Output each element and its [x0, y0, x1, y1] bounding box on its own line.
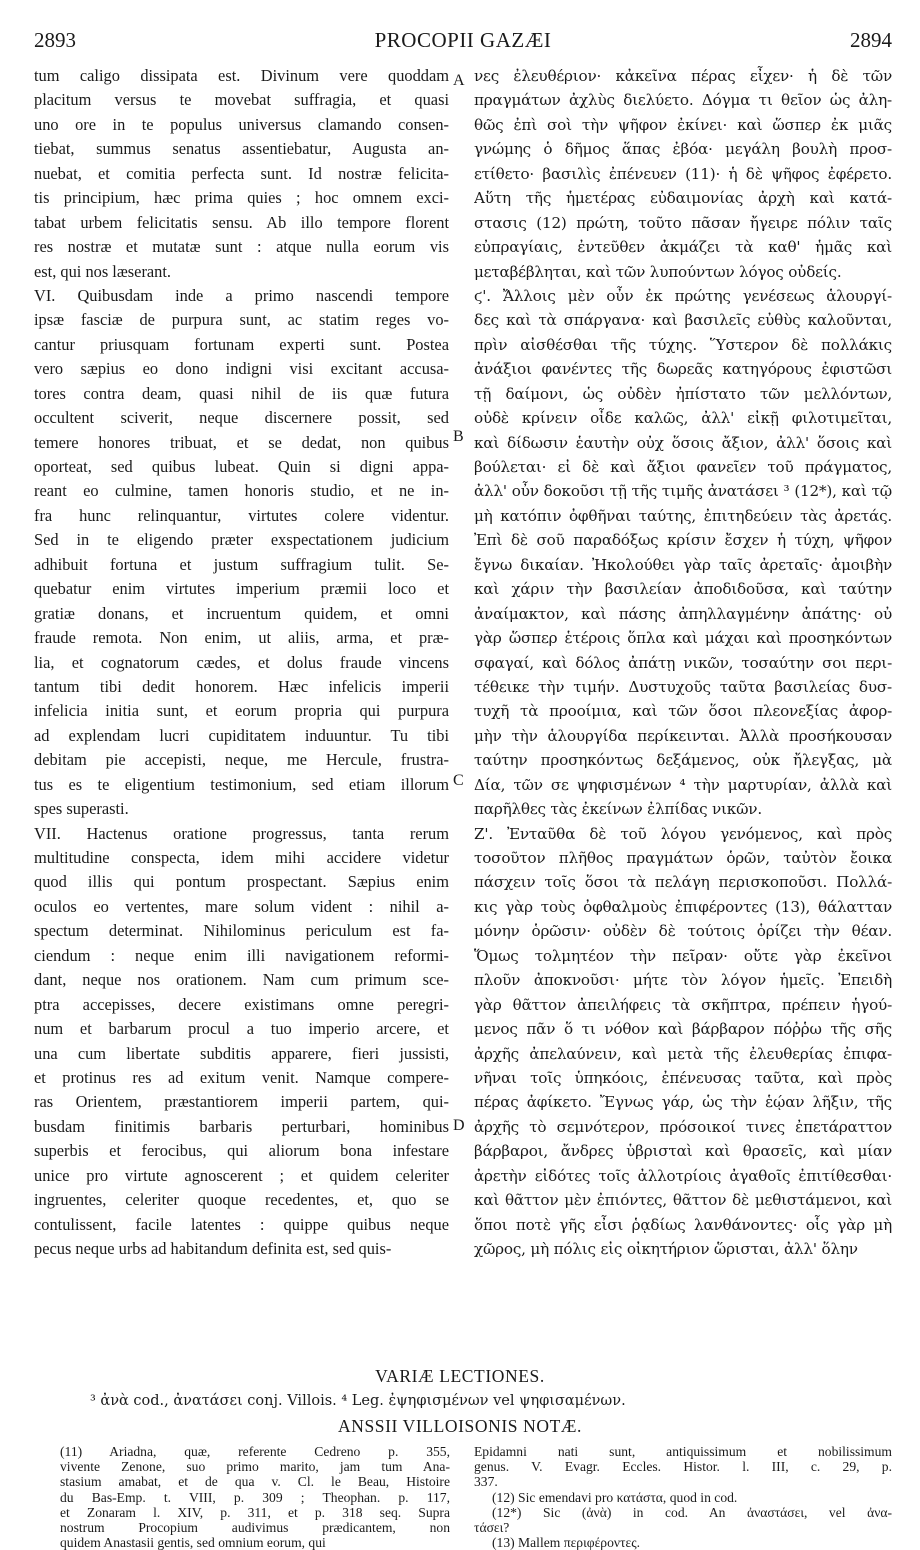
greek-text-line: καὶ θᾶττον μὲν ἐπιόντες, θᾶττον δὲ μεθιστάμενοι, καὶ [474, 1191, 892, 1210]
note-line: (12) Sic emendavi pro κατάστα, quod in cod. [492, 1489, 738, 1505]
latin-text-line: ad explendam lucri cupiditatem induuntur. Tu tibi [34, 725, 449, 745]
greek-text-line: χῶρος, μὴ πόλις εἰς οἰκητήριον ὥρισται, ἀλλ' ὅλην [474, 1240, 858, 1258]
latin-text-line: debitam pie accepisti, neque, me Hercule, frustra- [34, 750, 449, 770]
latin-text-line: unice pro virtute agnoscerent ; et quidem celeriter [34, 1165, 449, 1185]
latin-text-line: cantur priusquam fortunam experti sunt. Postea [34, 334, 449, 354]
greek-text-line: ἀναίμακτον, καὶ πάσης ἀπηλλαγμένην ἀπάτης· οὐ [474, 604, 892, 623]
latin-text-line: fra hunc relinquantur, virtutes colere videntur. [34, 505, 449, 525]
greek-column [474, 64, 892, 1261]
greek-text-line: μενος πᾶν ὅ τι νόθον καὶ βάρβαρον πόῤῥω τῆς σῆς [474, 1020, 892, 1039]
greek-text-line: γνώμης ὁ δῆμος ἅπας ἐβόα· μεγάλη βουλὴ προσ- [474, 140, 892, 159]
margin-letter-a: A [453, 72, 465, 89]
greek-text-line: Ζ'. Ἐνταῦθα δὲ τοῦ λόγου γενόμενος, καὶ πρὸς [474, 824, 892, 843]
latin-text-line: multitudine conspecta, idem mihi accidere videtur [34, 848, 449, 867]
greek-text-line: ἀρετὴν εἰδότες τοῖς ἀλλοτρίοις ἀγαθοῖς ἐπιτίθεσθαι· [474, 1166, 892, 1185]
notes-left-column [60, 1444, 450, 1550]
latin-text-line: tabat urbem felicitatis sensu. Ab illo tempore florent [34, 212, 449, 232]
latin-text-line: Sed in te eligendo præter exspectationem judicium [34, 530, 449, 550]
latin-text-line: oporteat, sed quibus lubeat. Quin si digni appa- [34, 457, 449, 476]
greek-text-line: τέθεικε τὴν τιμήν. Δυστυχοῦς ταῦτα βασιλείας δυσ- [474, 677, 892, 696]
latin-text-line: est, qui nos læserant. [34, 261, 172, 281]
latin-text-line: una cum libertate subditis apparere, fieri jussisti, [34, 1043, 449, 1063]
note-line: quidem Anastasii gentis, sed omnium eorum, qui [60, 1535, 326, 1550]
note-line: (13) Mallem περιφέροντες. [492, 1535, 640, 1550]
variae-lectiones-title: VARIÆ LECTIONES. [375, 1366, 545, 1386]
latin-text-line: reant eo culmine, tamen honoris studio, et ne in- [34, 481, 449, 501]
greek-text-line: ὅποι ποτὲ γῆς εἶσι ῥᾳδίως λανθάνοντες· οἷς γὰρ μὴ [474, 1215, 892, 1234]
latin-text-line: tus es te eligentium testimonium, sed etiam illorum [34, 774, 449, 794]
greek-text-line: ϛ'. Ἄλλοις μὲν οὖν ἐκ πρώτης γενέσεως ἁλουργί- [474, 286, 892, 305]
greek-text-line: μὴ κατόπιν ὀφθῆναι ταύτης, ἐπιτηδεύειν τὰς ἀρετάς. [474, 506, 892, 525]
greek-text-line: μεταβέβληται, καὶ τῶν λυπούντων λόγος οὐδείς. [474, 262, 842, 281]
notes-right-column [474, 1444, 892, 1550]
variae-lectiones-text: ³ ἀνὰ cod., ἀνατάσει conj. Villois. ⁴ Leg. ἐψηφισμένων vel ψηφισαμένων. [90, 1393, 626, 1409]
latin-text-line: pecus neque urbs ad habitandum definita est, sed quis- [34, 1239, 392, 1258]
note-line: et Zonaram l. XIV, p. 311, et p. 318 seq. Supra [60, 1504, 450, 1520]
greek-text-line: καὶ δίδωσιν ἑαυτὴν οὐχ ὅσοις ἄξιον, ἀλλ' ὅσοις καὶ [474, 433, 892, 452]
latin-text-line: adhibuit fortuna et justum suffragium tulit. Se- [34, 554, 449, 574]
greek-text-line: σφαγαί, καὶ δόλος ἀπάτῃ νικῶν, τοσαύτην σοι περι- [474, 653, 892, 672]
latin-text-line: occultent sciverit, neque discernere possit, sed [34, 408, 449, 428]
margin-letter-c: C [453, 772, 464, 789]
page-number-left: 2893 [34, 28, 76, 52]
latin-text-line: temere honores tribuat, et se dedat, non quibus [34, 432, 449, 452]
latin-text-line: uno ore in te populus universus clamando consen- [34, 114, 449, 134]
latin-text-line: quod illis qui pontum prospectant. Sæpius enim [34, 872, 449, 892]
latin-text-line: oculos eo vertentes, mare solum vident : nihil a- [34, 896, 449, 916]
latin-column [34, 64, 449, 1261]
greek-text-line: τῇ δαίμονι, ὡς οὐδὲν ἠπίστατο τῶν μελλόντων, [474, 384, 892, 403]
latin-text-line: et protinus res ad exitum venit. Namque compere- [34, 1067, 449, 1087]
latin-text-line: VII. Hactenus oratione progressus, tanta rerum [34, 823, 449, 843]
latin-text-line: spes superasti. [34, 799, 129, 819]
latin-text-line: infelicia initia sunt, et eorum propria qui purpura [34, 701, 449, 721]
greek-text-line: ἀρχῆς τὸ σεμνότερον, πρόσοικοί τινες ἐπετάραττον [474, 1117, 892, 1136]
latin-text-line: gratiæ donans, et incruentum quidem, et omni [34, 603, 449, 623]
latin-text-line: tores contra deam, quasi nihil de iis quæ futura [34, 383, 449, 403]
greek-text-line: ταύτην προσηκόντως δεξάμενος, οὐκ ἤλεγξας, μὰ [474, 751, 892, 770]
greek-text-line: νῆναι τοῖς ὑπηκόοις, ἐπένευσας ταῦτα, καὶ πρὸς [474, 1068, 892, 1087]
latin-text-line: busdam finitimis barbaris perturbari, hominibus [34, 1116, 449, 1136]
greek-text-line: ἀνάξιοι φανέντες τῆς δωρεᾶς κατηγόρους ἐφιστῶσι [474, 360, 892, 379]
latin-text-line: spectum determinat. Nihilominus periculum est fa- [34, 921, 449, 941]
greek-text-line: τυχῆ τὰ προοίμια, καὶ τῶν ὅσοι πλεονεξίας ἀφορ- [474, 702, 892, 721]
latin-text-line: num et barbarum procul a tuo imperio arcere, et [34, 1019, 449, 1039]
greek-text-line: παρῆλθες τὰς ἐκείνων ἐλπίδας νικῶν. [474, 800, 762, 819]
greek-text-line: ἀρχῆς ἀπελαύνειν, καὶ μετὰ τῆς ἐλευθερίας ἐπιφα- [474, 1044, 892, 1063]
margin-letter-d: D [453, 1117, 465, 1134]
latin-text-line: tum caligo dissipata est. Divinum vere quoddam [34, 66, 449, 85]
note-line: 337. [474, 1474, 498, 1490]
latin-text-line: ingruentes, celeriter quoque recedentes, et, quo se [34, 1190, 449, 1210]
greek-text-line: καὶ χάριν τὴν βασιλείαν ἀποδιδοῦσα, καὶ ταύτην [474, 580, 892, 599]
latin-text-line: quebatur enim virtutes imperium præmii loco et [34, 579, 449, 599]
greek-text-line: νες ἐλευθέριον· κἀκεῖνα πέρας εἶχεν· ἡ δὲ τῶν [474, 67, 892, 85]
note-line: (12*) Sic (ἀνὰ) in cod. An ἀναστάσει, vel ἀνα- [492, 1504, 892, 1520]
greek-text-line: κις γὰρ τοὺς ὀφθαλμοὺς ἐπιφέροντες (13), θάλατταν [474, 897, 892, 916]
greek-text-line: ἔγνω δικαίαν. Ἠκολούθει γὰρ ταῖς ἀρεταῖς· ἀμοιβὴν [474, 555, 892, 574]
greek-text-line: βούλεται· εἰ δὲ καὶ ἄξιοι φανεῖεν τοῦ πράγματος, [474, 458, 892, 476]
greek-text-line: γὰρ ὥσπερ ἑτέροις ὅπλα καὶ μάχαι καὶ προσηκόντων [474, 629, 892, 648]
greek-text-line: Ὅμως τολμητέον τὴν πεῖραν· οὔτε γὰρ ἐκεῖνοι [474, 946, 892, 965]
latin-text-line: VI. Quibusdam inde a primo nascendi tempore [34, 285, 449, 305]
greek-text-line: Ἐπὶ δὲ σοῦ παραδόξως κρίσιν ἔσχεν ἡ τύχη, ψῆφον [474, 531, 892, 550]
latin-text-line: fraude remota. Non enim, ut aliis, arma, et præ- [34, 628, 449, 648]
greek-text-line: τοσοῦτον πλῆθος πραγμάτων ὁρῶν, ταὐτὸν ἔοικα [474, 849, 892, 867]
note-line: τάσει? [474, 1519, 510, 1535]
note-line: (11) Ariadna, quæ, referente Cedreno p. 355, [60, 1444, 450, 1459]
latin-text-line: nuebat, et comitia perfecta sunt. Id nostræ felicita- [34, 163, 449, 183]
latin-text-line: dant, neque nos orationem. Nam cum primum sce- [34, 970, 449, 990]
margin-letter-b: B [453, 428, 464, 445]
latin-text-line: tantum tibi dedit honorem. Hæc infelicis imperii [34, 676, 449, 696]
greek-text-line: μὴν τὴν ἁλουργίδα περίκεινται. Ἀλλὰ προσήκουσαν [474, 726, 892, 745]
note-line: vivente Zenone, suo primo marito, jam tum Ana- [60, 1459, 450, 1475]
greek-text-line: ετίθετο· βασιλὶς ἐπένευεν (11)· ἡ δὲ ψῆφος ἐφέρετο. [474, 164, 892, 183]
greek-text-line: γὰρ θᾶττον ἀπειλήφεις τὰ σκῆπτρα, πρέπειν ἡγού- [474, 995, 892, 1014]
greek-text-line: οὐδὲ κρίνειν οἶδε καλῶς, ἀλλ' εἰκῇ φιλοτιμεῖται, [474, 409, 892, 428]
latin-text-line: ipsæ fasciæ de purpura sunt, ac statim reges vo- [34, 310, 449, 330]
note-line: du Bas-Emp. t. VIII, p. 309 ; Theophan. p. 117, [60, 1489, 450, 1505]
latin-text-line: vero sæpius eo dono indigni visi excitant accusa- [34, 359, 449, 379]
greek-text-line: πραγμάτων ἀχλὺς διελύετο. Δόγμα τι θεῖον ὡς ἀλη- [474, 91, 892, 110]
latin-text-line: superbis et ferocibus, qui aliorum bona infestare [34, 1141, 449, 1161]
greek-text-line: Αὕτη τῆς ἡμετέρας εὐδαιμονίας ἀρχὴ καὶ κατά- [474, 189, 892, 208]
note-line: Epidamni nati sunt, antiquissimum et nobilissimum [474, 1444, 892, 1459]
latin-text-line: tis principium, hæc prima quies ; hoc omnem exci- [34, 188, 449, 208]
greek-text-line: πρὶν αἰσθέσθαι τῆς τύχης. Ὕστερον δὲ πολλάκις [474, 335, 892, 354]
note-line: stasium amabat, et de qua v. Cl. le Beau, Histoire [60, 1474, 450, 1490]
latin-text-line: res nostræ et mutatæ sunt : atque nulla eorum vis [34, 237, 449, 257]
latin-text-line: placitum versus te movebat suffragia, et quasi [34, 90, 449, 110]
latin-text-line: lia, et cognatorum cædes, et dolus fraude vincens [34, 652, 449, 672]
greek-text-line: βάρβαροι, ἄνδρες ὑβρισταὶ καὶ θρασεῖς, καὶ μίαν [474, 1142, 892, 1161]
latin-text-line: ptra accepisses, decere existimans omne peregri- [34, 994, 449, 1014]
greek-text-line: Δία, τῶν σε ψηφισμένων ⁴ τὴν μαρτυρίαν, ἀλλὰ καὶ [474, 775, 892, 794]
greek-text-line: μόνην ὁρῶσιν· οὐδὲν δὲ τούτοις ὁρίζει τὴν θέαν. [474, 922, 892, 941]
note-line: nostrum Procopium audivimus prædicantem, non [60, 1519, 450, 1535]
latin-text-line: ciendum : neque enim illi navigationem reformi- [34, 945, 449, 965]
running-title: PROCOPII GAZÆI [374, 28, 552, 52]
greek-text-line: πέρας ἀφίκετο. Ἔγνως γάρ, ὡς τὴν ἑῴαν λῆξιν, τῆς [474, 1093, 892, 1112]
page-number-right: 2894 [850, 28, 892, 52]
notae-title: ANSSII VILLOISONIS NOTÆ. [337, 1416, 582, 1436]
greek-text-line: πλοῦν ἀποκνοῦσι· μήτε τὸν λόγον ἡμεῖς. Ἐπειδὴ [474, 971, 892, 990]
greek-text-line: δες καὶ τὰ σπάργανα· καὶ βασιλεῖς εὐθὺς καλοῦνται, [474, 311, 892, 330]
latin-text-line: contulissent, facile latentes : quippe quibus neque [34, 1214, 449, 1234]
greek-text-line: εὐπραγίαις, ἐντεῦθεν ἀκμάζει τὰ καθ' ἡμᾶς καὶ [474, 238, 892, 257]
greek-text-line: ἀλλ' οὖν δοκοῦσι τῇ τῆς τιμῆς ἀνατάσει ³ (12*), καὶ τῷ [474, 482, 892, 501]
running-header [34, 28, 892, 58]
greek-text-line: πάσχειν τοῖς ὅσοι τὰ πελάγη περισκοποῦσι. Πολλά- [474, 873, 892, 892]
latin-text-line: tiebat, summus senatus assentiebatur, Augusta an- [34, 139, 449, 159]
greek-text-line: στασις (12) πρώτη, τοῦτο πᾶσαν ἤγειρε πόλιν ταῖς [474, 213, 892, 232]
latin-text-line: ras Orientem, præstantiorem imperii partem, qui- [34, 1092, 449, 1112]
greek-text-line: θῶς ἐπὶ σοὶ τὴν ψῆφον ἐκίνει· καὶ ὥσπερ ἐκ μιᾶς [474, 115, 892, 134]
note-line: genus. V. Evagr. Eccles. Histor. l. III, c. 29, p. [474, 1459, 892, 1475]
